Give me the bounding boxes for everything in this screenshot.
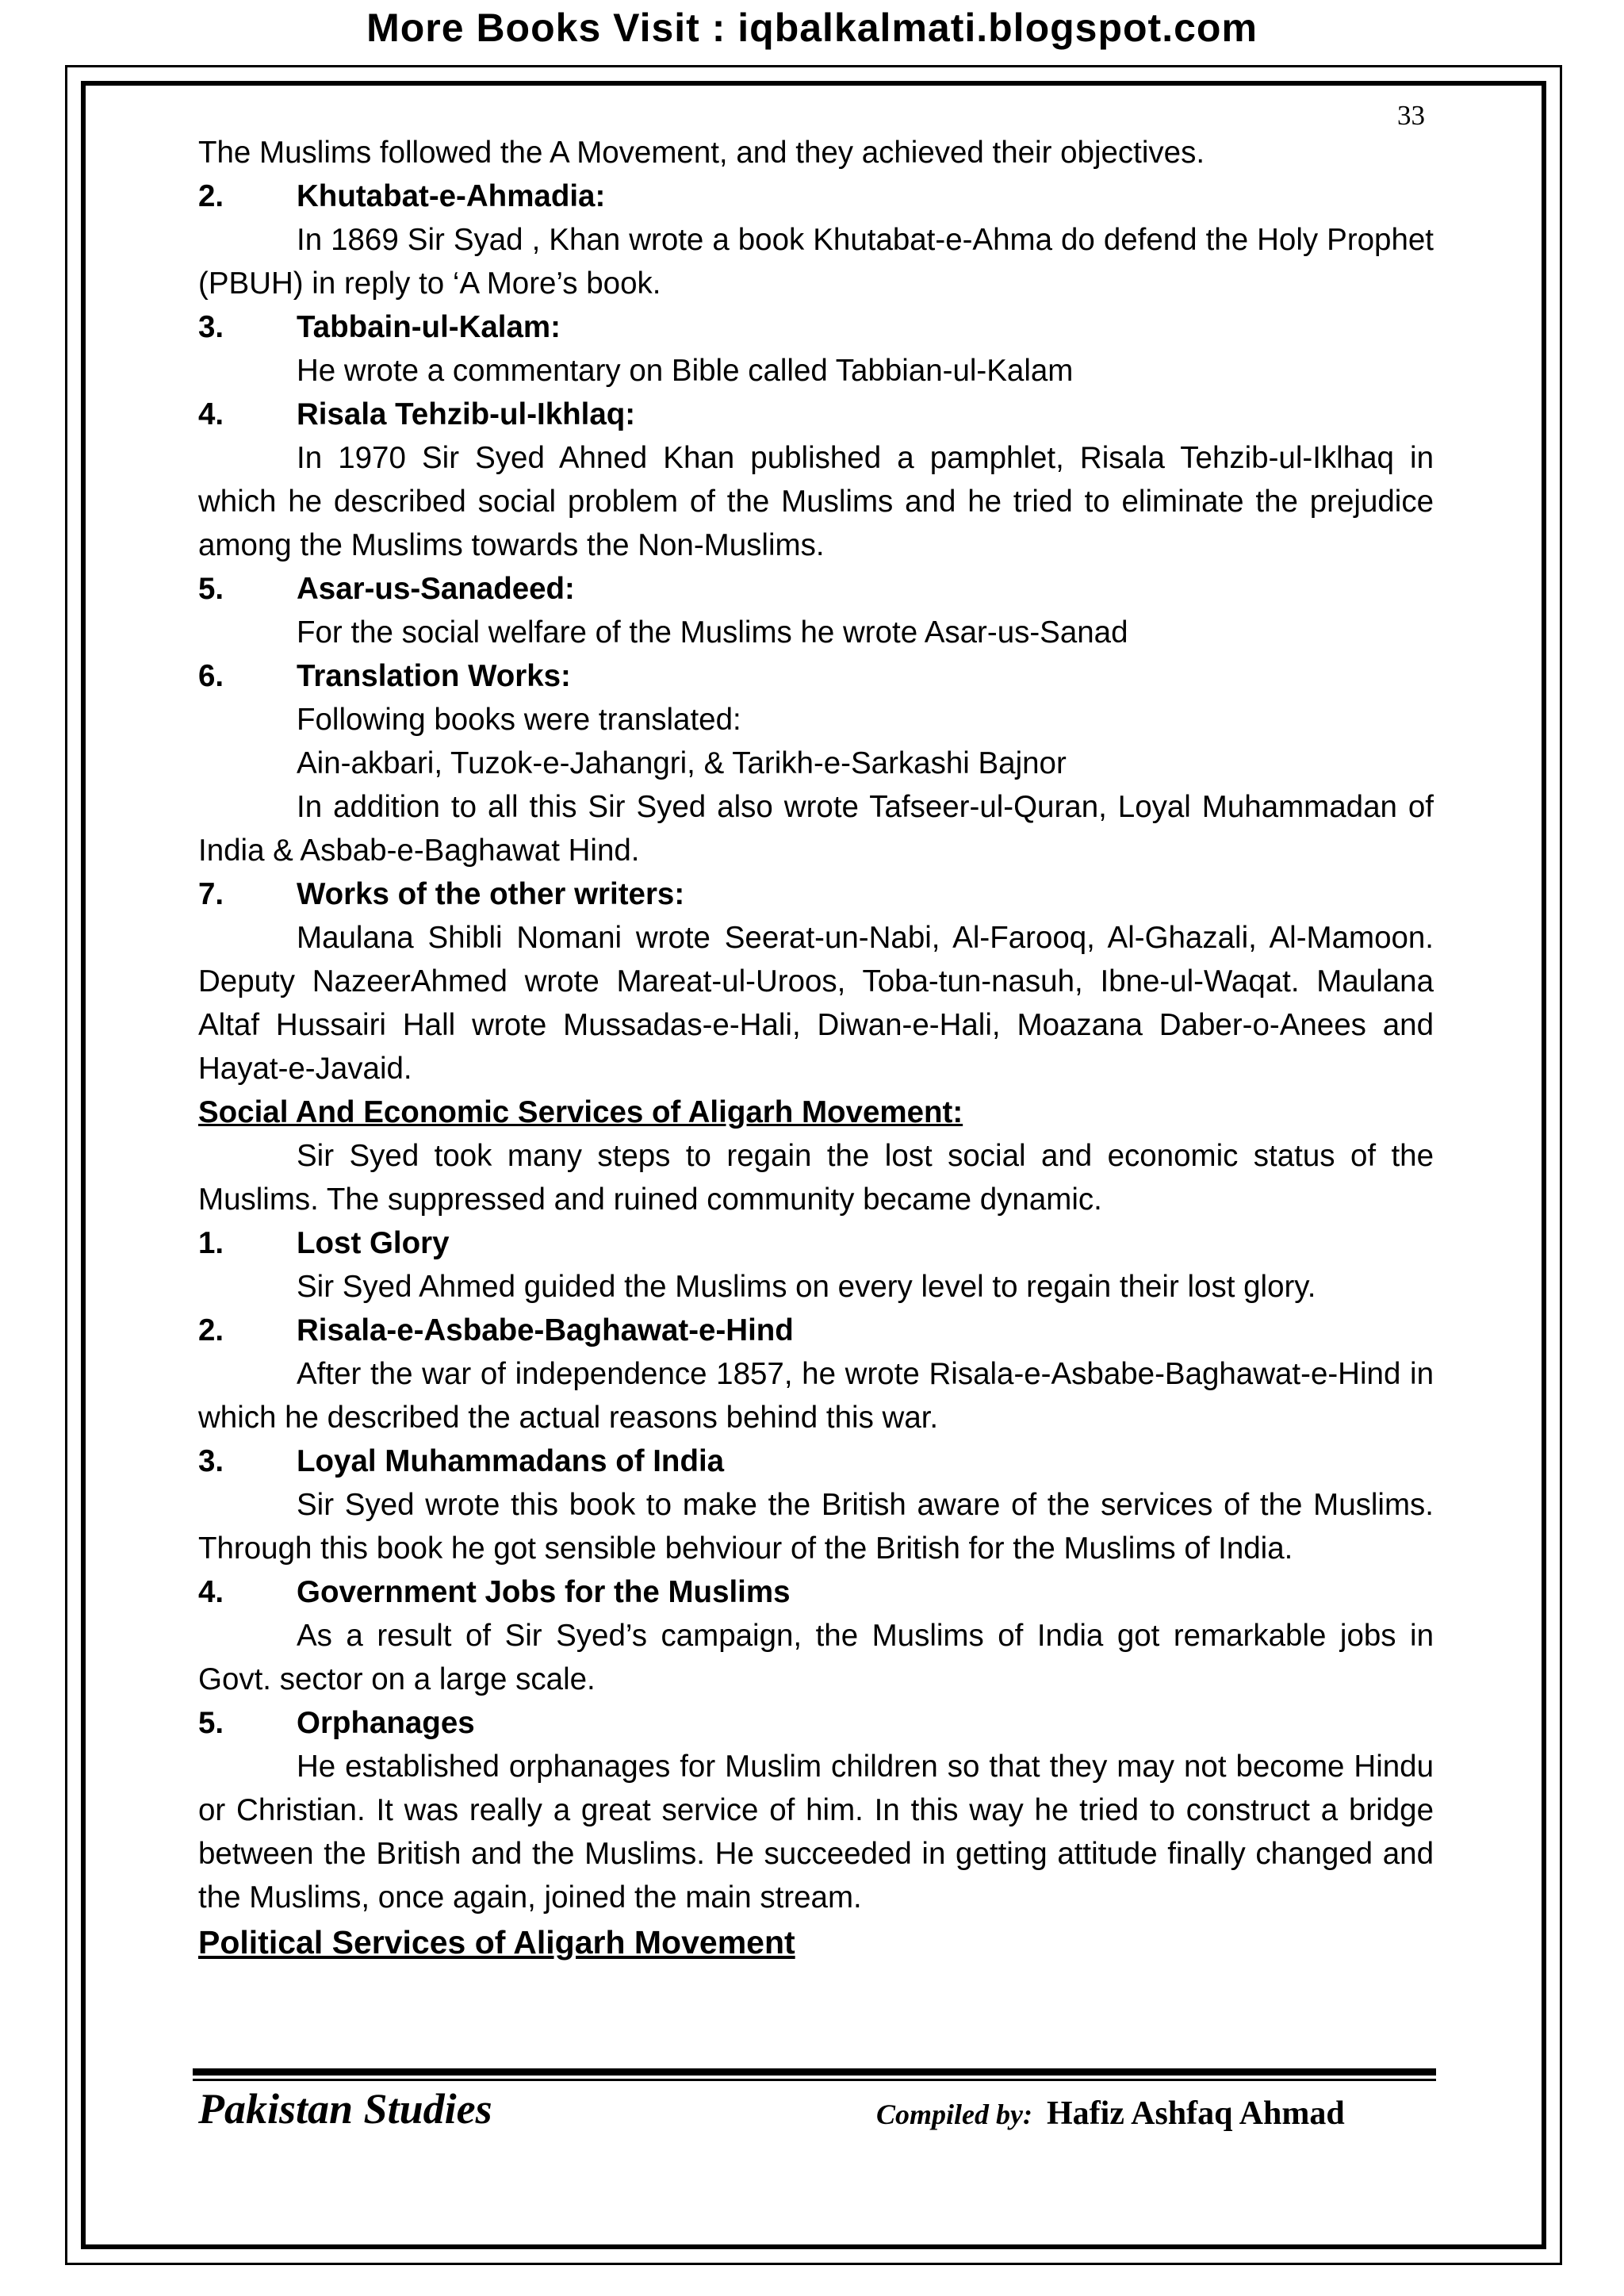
item-heading: 5. Orphanages <box>198 1706 475 1740</box>
item-heading: 4. Government Jobs for the Muslims <box>198 1575 791 1609</box>
item-heading: 5. Asar-us-Sanadeed: <box>198 572 575 606</box>
item-paragraph: As a result of Sir Syed’s campaign, the Muslims of India got remarkable jobs in Govt. sector on a large scale. <box>198 1619 1434 1696</box>
item-paragraph: In addition to all this Sir Syed also wrote Tafseer-ul-Quran, Loyal Muhammadan of India & Asbab-e-Baghawat Hind. <box>198 790 1434 868</box>
item-paragraph: After the war of independence 1857, he wrote Risala-e-Asbabe-Baghawat-e-Hind in which he described the actual reasons behind this war. <box>198 1357 1434 1435</box>
item-paragraph: Sir Syed wrote this book to make the British aware of the services of the Muslims. Through this book he got sensible behviour of the British for the Muslims of India. <box>198 1488 1434 1566</box>
compiled-by-label: Compiled by: <box>876 2099 1032 2130</box>
intro-paragraph: The Muslims followed the A Movement, and they achieved their objectives. <box>198 136 1205 170</box>
item-heading: 2. Khutabat-e-Ahmadia: <box>198 179 606 213</box>
item-paragraph: He wrote a commentary on Bible called Tabbian-ul-Kalam <box>297 354 1074 388</box>
item-paragraph: He established orphanages for Muslim children so that they may not become Hindu or Christian. It was really a great service of him. In this way he tried to construct a bridge between the British and the Muslims. He succeeded in getting attitude finally changed and the Muslims, once again, joined the main stream. <box>198 1750 1434 1915</box>
page-number: 33 <box>1397 100 1425 131</box>
item-heading: 2. Risala-e-Asbabe-Baghawat-e-Hind <box>198 1313 794 1347</box>
item-heading: 7. Works of the other writers: <box>198 877 685 911</box>
item-heading: 6. Translation Works: <box>198 659 571 693</box>
item-paragraph: Maulana Shibli Nomani wrote Seerat-un-Nabi, Al-Farooq, Al-Ghazali, Al-Mamoon. Deputy NazeerAhmed wrote Mareat-ul-Uroos, Toba-tun-nasuh, Ibne-ul-Waqat. Maulana Altaf Hussairi Hall wrote Mussadas-e-Hali, Diwan-e-Hali, Moazana Daber-o-Anees and Hayat-e-Javaid. <box>198 921 1434 1086</box>
footer-book-title: Pakistan Studies <box>198 2085 492 2133</box>
section-heading-political: Political Services of Aligarh Movement <box>198 1924 795 1961</box>
item-paragraph: In 1869 Sir Syad , Khan wrote a book Khutabat-e-Ahma do defend the Holy Prophet (PBUH) in reply to ‘A More’s book. <box>198 223 1434 301</box>
item-paragraph: Following books were translated: <box>297 703 741 737</box>
item-paragraph: In 1970 Sir Syed Ahned Khan published a pamphlet, Risala Tehzib-ul-Iklhaq in which he described social problem of the Muslims and he tried to eliminate the prejudice among the Muslims towards the Non-Muslims. <box>198 441 1434 562</box>
footer-credit <box>876 2095 1345 2133</box>
item-heading: 1. Lost Glory <box>198 1226 450 1260</box>
item-heading: 4. Risala Tehzib-ul-Ikhlaq: <box>198 397 636 431</box>
section-intro: Sir Syed took many steps to regain the lost social and economic status of the Muslims. The suppressed and ruined community became dynamic. <box>198 1139 1434 1217</box>
footer-rule-thin <box>193 2079 1436 2081</box>
author-name: Hafiz Ashfaq Ahmad <box>1046 2095 1345 2132</box>
item-heading: 3. Tabbain-ul-Kalam: <box>198 310 561 344</box>
item-heading: 3. Loyal Muhammadans of India <box>198 1444 725 1478</box>
item-paragraph: Ain-akbari, Tuzok-e-Jahangri, & Tarikh-e-Sarkashi Bajnor <box>297 746 1067 780</box>
section-heading-social: Social And Economic Services of Aligarh Movement: <box>198 1095 963 1129</box>
footer-rule <box>193 2068 1436 2076</box>
item-paragraph: For the social welfare of the Muslims he wrote Asar-us-Sanad <box>297 615 1128 650</box>
site-banner: More Books Visit : iqbalkalmati.blogspot.com <box>366 6 1258 50</box>
item-paragraph: Sir Syed Ahmed guided the Muslims on every level to regain their lost glory. <box>297 1270 1316 1304</box>
page-body <box>198 131 1434 1965</box>
